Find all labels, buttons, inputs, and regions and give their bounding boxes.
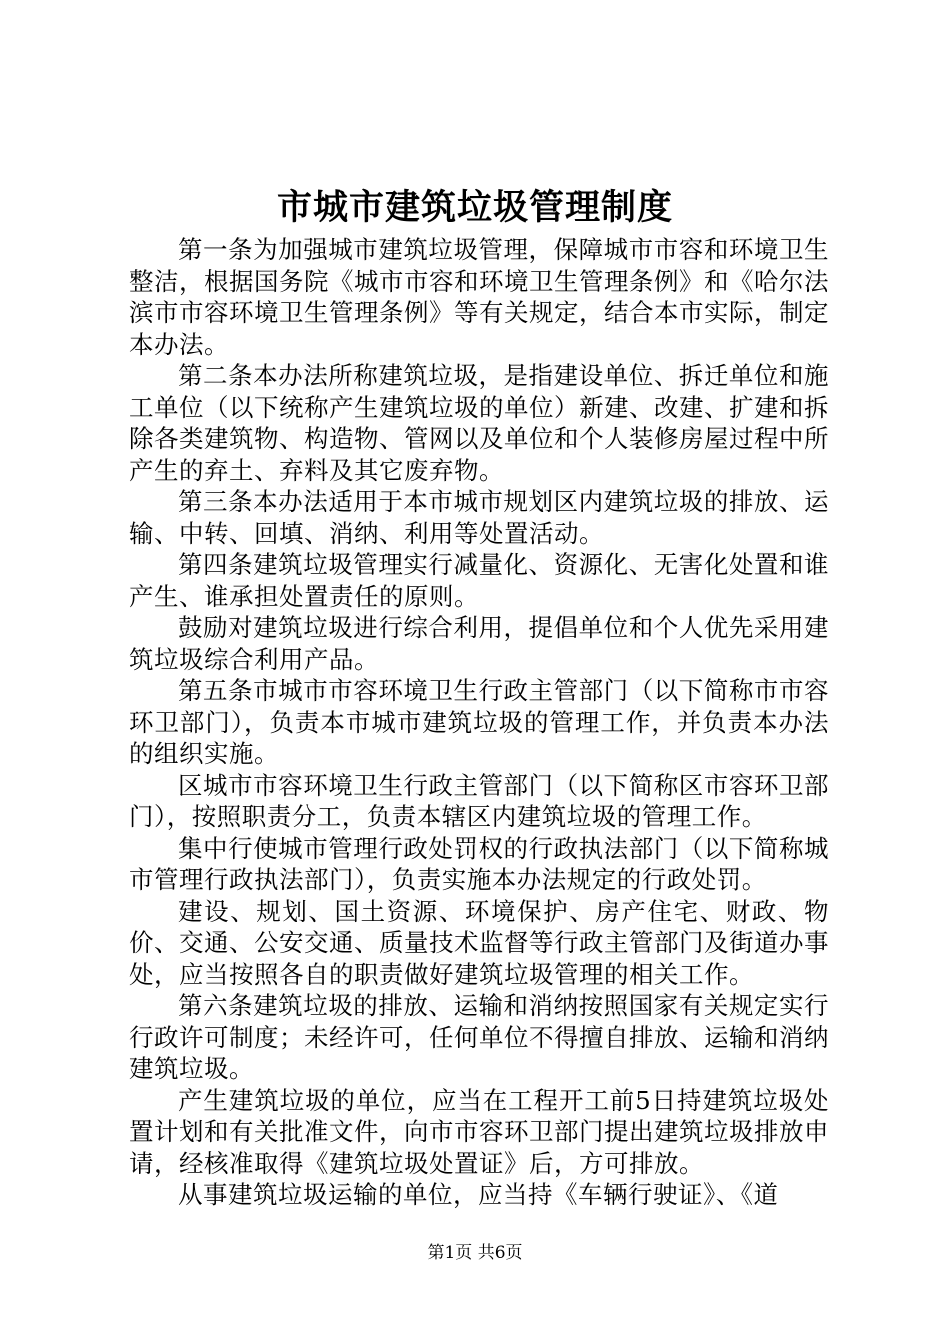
paragraph-4: 第四条建筑垃圾管理实行减量化、资源化、无害化处置和谁产生、谁承担处置责任的原则。 bbox=[129, 550, 829, 611]
paragraph-1: 第一条为加强城市建筑垃圾管理，保障城市市容和环境卫生整洁，根据国务院《城市市容和环境卫生管理条例》和《哈尔法滨市市容环境卫生管理条例》等有关规定，结合本市实际，制定本办法。 bbox=[129, 235, 829, 359]
paragraph-12: 从事建筑垃圾运输的单位，应当持《车辆行驶证》、《道 bbox=[178, 1180, 779, 1209]
paragraph-6: 第五条市城市市容环境卫生行政主管部门（以下简称市市容环卫部门），负责本市城市建筑垃圾的管理工作，并负责本办法的组织实施。 bbox=[129, 676, 829, 768]
paragraph-8: 集中行使城市管理行政处罚权的行政执法部门（以下简称城市管理行政执法部门），负责实施本办法规定的行政处罚。 bbox=[129, 833, 829, 894]
document-title: 市城市建筑垃圾管理制度 bbox=[276, 187, 673, 228]
paragraph-11: 产生建筑垃圾的单位，应当在工程开工前5日持建筑垃圾处置计划和有关批准文件，向市市容环卫部门提出建筑垃圾排放申请，经核准取得《建筑垃圾处置证》后，方可排放。 bbox=[129, 1085, 829, 1178]
page-footer: 第1页 共6页 bbox=[427, 1243, 523, 1263]
paragraph-5: 鼓励对建筑垃圾进行综合利用，提倡单位和个人优先采用建筑垃圾综合利用产品。 bbox=[129, 613, 829, 674]
paragraph-10: 第六条建筑垃圾的排放、运输和消纳按照国家有关规定实行行政许可制度；未经许可，任何单位不得擅自排放、运输和消纳建筑垃圾。 bbox=[129, 991, 829, 1083]
paragraph-7: 区城市市容环境卫生行政主管部门（以下简称区市容环卫部门），按照职责分工，负责本辖区内建筑垃圾的管理工作。 bbox=[129, 770, 829, 831]
paragraph-9: 建设、规划、国土资源、环境保护、房产住宅、财政、物价、交通、公安交通、质量技术监督等行政主管部门及街道办事处，应当按照各自的职责做好建筑垃圾管理的相关工作。 bbox=[129, 896, 829, 989]
document-body bbox=[129, 234, 829, 1211]
paragraph-2: 第二条本办法所称建筑垃圾，是指建设单位、拆迁单位和施工单位（以下统称产生建筑垃圾的单位）新建、改建、扩建和拆除各类建筑物、构造物、管网以及单位和个人装修房屋过程中所产生的弃土、弃料及其它废弃物。 bbox=[129, 361, 829, 485]
paragraph-3: 第三条本办法适用于本市城市规划区内建筑垃圾的排放、运输、中转、回填、消纳、利用等处置活动。 bbox=[129, 487, 829, 548]
